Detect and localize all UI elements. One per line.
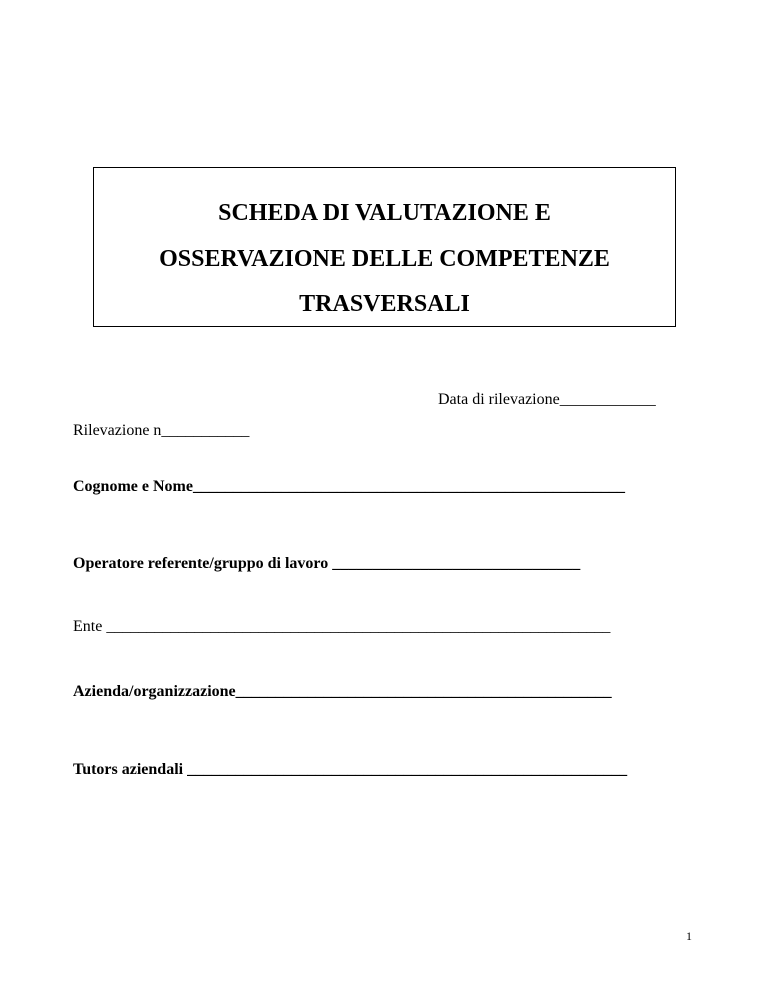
ente-field: Ente _______________________________________________________________	[73, 618, 611, 635]
title-line-3: TRASVERSALI	[299, 291, 470, 317]
title-line-2: OSSERVAZIONE DELLE COMPETENZE	[159, 246, 610, 272]
title-line-1: SCHEDA DI VALUTAZIONE E	[218, 200, 551, 226]
title-box	[93, 167, 676, 327]
operatore-referente-field: Operatore referente/gruppo di lavoro _______________________________	[73, 555, 581, 572]
page-number: 1	[686, 929, 692, 943]
tutors-aziendali-field: Tutors aziendali _______________________________________________________	[73, 761, 628, 778]
azienda-organizzazione-field: Azienda/organizzazione_______________________________________________	[73, 683, 612, 700]
cognome-nome-field: Cognome e Nome______________________________________________________	[73, 478, 625, 495]
rilevazione-number-field: Rilevazione n___________	[73, 422, 250, 439]
data-rilevazione-field: Data di rilevazione____________	[438, 391, 656, 408]
